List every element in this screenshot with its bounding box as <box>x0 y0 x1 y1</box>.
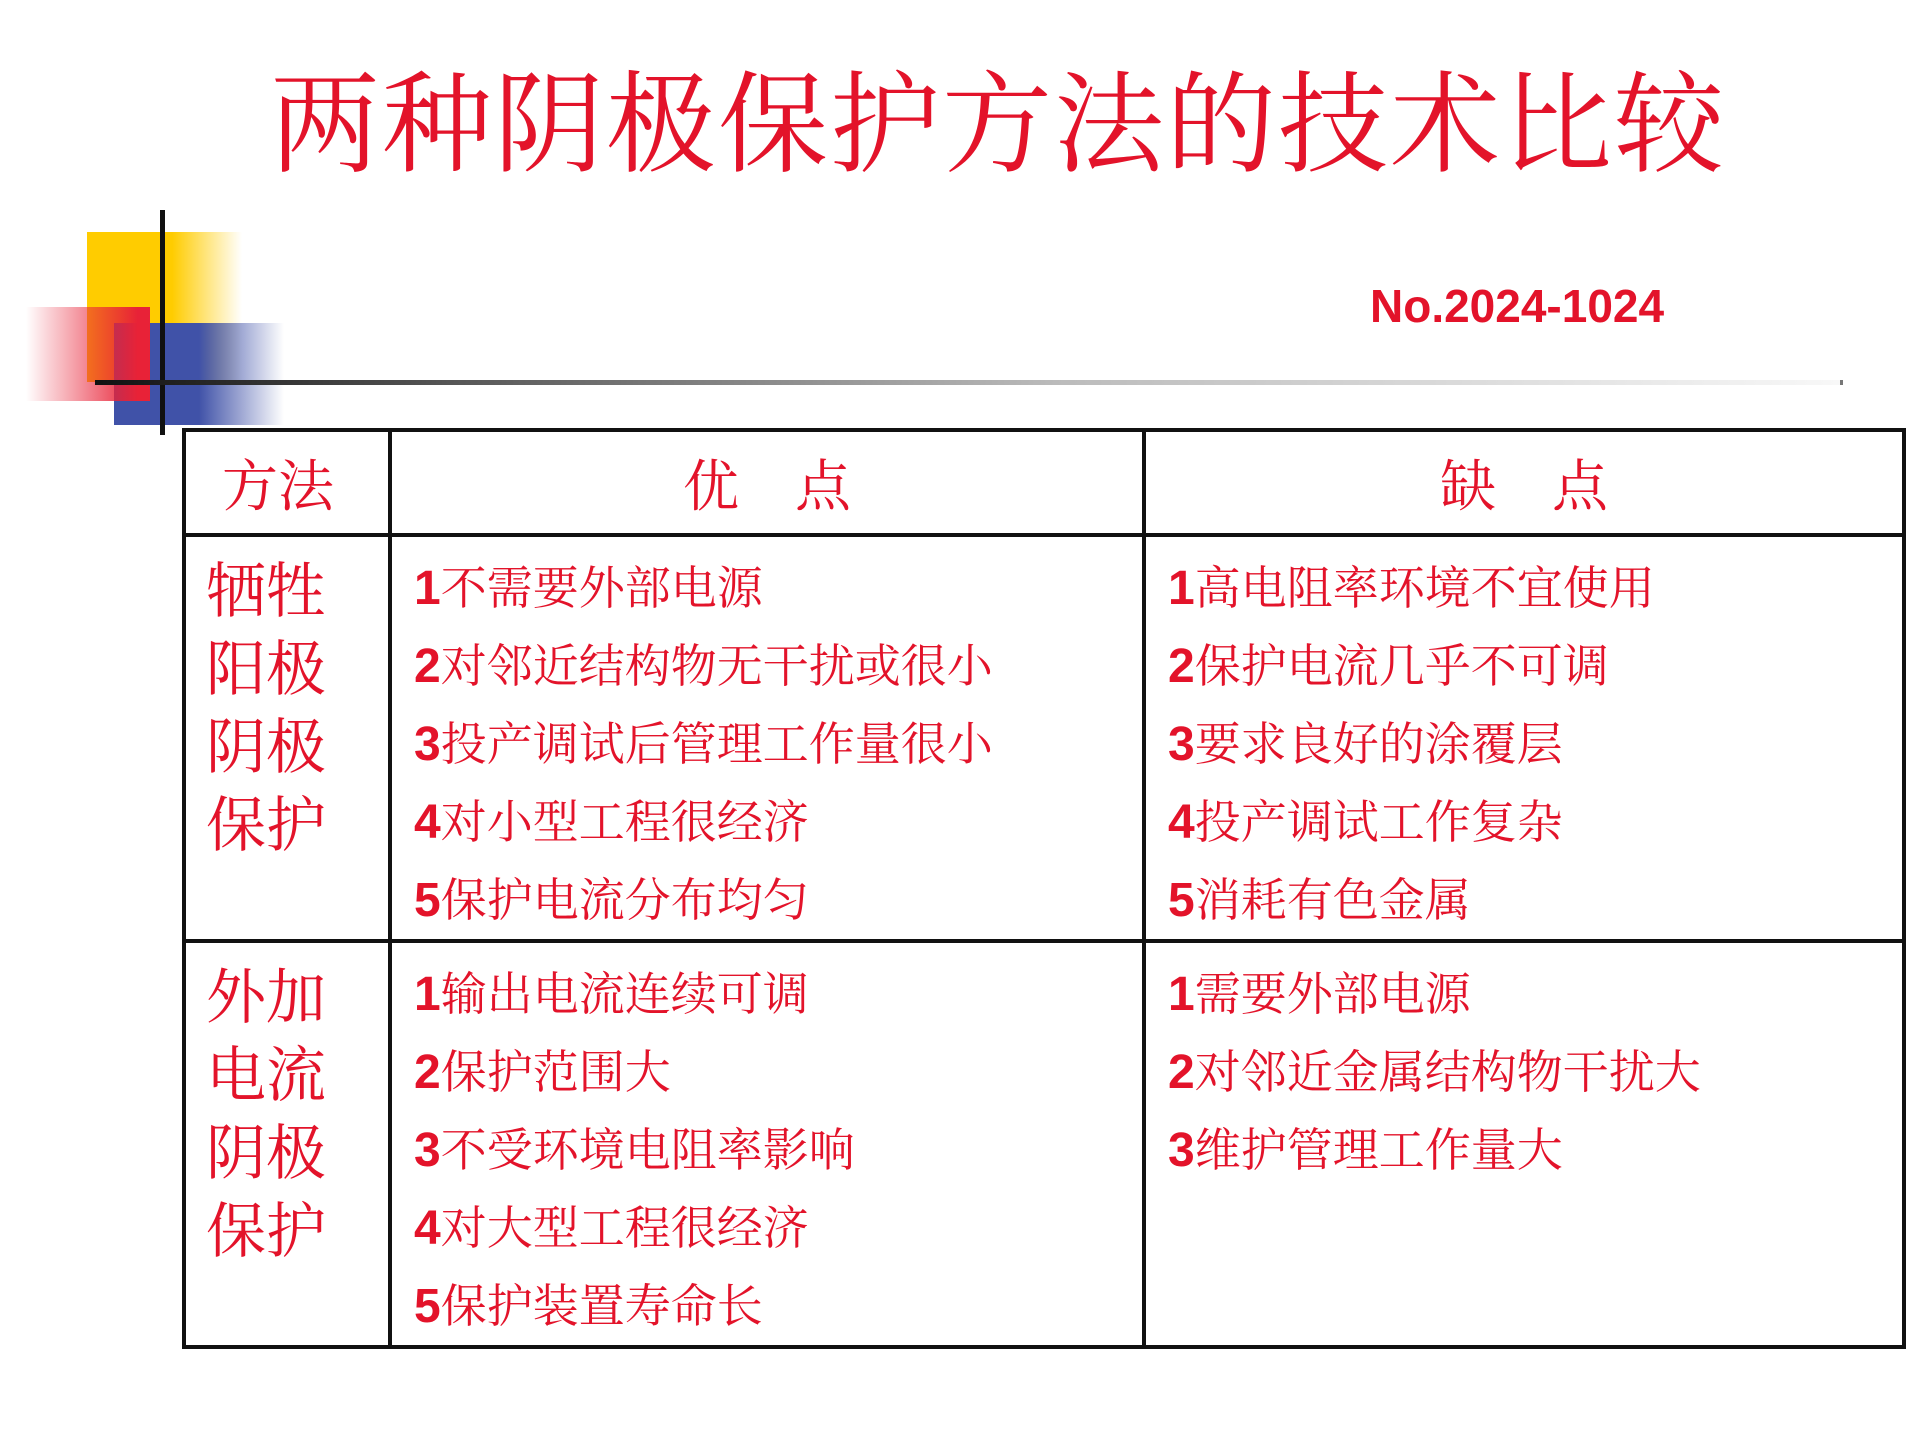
item-number: 2 <box>1168 1046 1195 1099</box>
decor-rule-end-mark <box>1840 380 1843 385</box>
disadvantage-item <box>1168 955 1902 1033</box>
table-row-sacrificial-anode <box>184 535 1904 941</box>
item-number: 3 <box>414 718 441 771</box>
method-name-line: 保护 <box>206 791 326 861</box>
advantage-item <box>414 783 1142 861</box>
advantages-cell <box>390 535 1144 941</box>
item-number: 1 <box>414 968 441 1021</box>
header-disadvantages: 缺 点 <box>1144 430 1904 535</box>
advantage-item <box>414 861 1142 939</box>
item-number: 4 <box>414 796 441 849</box>
disadvantages-cell <box>1144 535 1904 941</box>
method-name-line: 保护 <box>206 1197 326 1267</box>
disadvantage-item <box>1168 627 1902 705</box>
item-text: 消耗有色金属 <box>1194 873 1471 927</box>
comparison-table <box>182 428 1906 1349</box>
table-row-impressed-current <box>184 941 1904 1347</box>
advantages-cell <box>390 941 1144 1347</box>
decor-horizontal-rule <box>95 380 1840 385</box>
table-header-row <box>184 430 1904 535</box>
item-text: 投产调试工作复杂 <box>1194 795 1563 849</box>
item-number: 2 <box>1168 640 1195 693</box>
advantage-item <box>414 549 1142 627</box>
method-cell <box>184 535 390 941</box>
item-number: 4 <box>414 1202 441 1255</box>
disadvantage-item <box>1168 549 1902 627</box>
method-name-line: 阴极 <box>206 1119 326 1189</box>
item-number: 3 <box>1168 718 1195 771</box>
item-text: 对邻近结构物无干扰或很小 <box>440 639 993 693</box>
item-text: 对小型工程很经济 <box>440 795 809 849</box>
disadvantage-item <box>1168 1033 1902 1111</box>
advantage-item <box>414 1267 1142 1345</box>
method-name-line: 牺牲 <box>206 557 326 627</box>
disadvantage-item <box>1168 783 1902 861</box>
disadvantages-list <box>1168 549 1902 939</box>
disadvantage-item <box>1168 705 1902 783</box>
method-name-line: 外加 <box>206 963 326 1033</box>
header-advantages: 优 点 <box>390 430 1144 535</box>
item-number: 1 <box>414 562 441 615</box>
disadvantage-item <box>1168 1111 1902 1189</box>
item-text: 输出电流连续可调 <box>440 967 809 1021</box>
item-text: 维护管理工作量大 <box>1194 1123 1563 1177</box>
item-text: 不需要外部电源 <box>440 561 763 615</box>
item-number: 1 <box>1168 968 1195 1021</box>
item-text: 高电阻率环境不宜使用 <box>1194 561 1655 615</box>
item-number: 4 <box>1168 796 1195 849</box>
item-text: 对大型工程很经济 <box>440 1201 809 1255</box>
advantage-item <box>414 1189 1142 1267</box>
item-number: 2 <box>414 640 441 693</box>
item-text: 要求良好的涂覆层 <box>1194 717 1563 771</box>
item-text: 对邻近金属结构物干扰大 <box>1194 1045 1701 1099</box>
method-name-line: 阳极 <box>206 635 326 705</box>
advantage-item <box>414 627 1142 705</box>
method-name-line: 阴极 <box>206 713 326 783</box>
method-name-line: 电流 <box>206 1041 326 1111</box>
slide-title: 两种阴极保护方法的技术比较 <box>270 61 1726 189</box>
disadvantages-list <box>1168 955 1902 1189</box>
item-text: 保护电流分布均匀 <box>440 873 809 927</box>
advantages-list <box>414 955 1142 1345</box>
advantage-item <box>414 705 1142 783</box>
item-number: 5 <box>414 874 441 927</box>
method-cell <box>184 941 390 1347</box>
item-text: 需要外部电源 <box>1194 967 1471 1021</box>
item-text: 保护范围大 <box>440 1045 671 1099</box>
item-number: 2 <box>414 1046 441 1099</box>
item-text: 不受环境电阻率影响 <box>440 1123 855 1177</box>
item-number: 3 <box>414 1124 441 1177</box>
item-number: 5 <box>1168 874 1195 927</box>
item-text: 保护电流几乎不可调 <box>1194 639 1609 693</box>
advantage-item <box>414 1111 1142 1189</box>
decor-vertical-line <box>160 210 165 435</box>
advantage-item <box>414 1033 1142 1111</box>
decor-red-square <box>26 307 150 401</box>
advantage-item <box>414 955 1142 1033</box>
item-number: 3 <box>1168 1124 1195 1177</box>
document-number: No.2024-1024 <box>1370 280 1665 332</box>
item-text: 投产调试后管理工作量很小 <box>440 717 993 771</box>
item-number: 1 <box>1168 562 1195 615</box>
disadvantages-cell <box>1144 941 1904 1347</box>
header-method: 方法 <box>184 430 390 535</box>
disadvantage-item <box>1168 861 1902 939</box>
item-text: 保护装置寿命长 <box>440 1279 763 1333</box>
advantages-list <box>414 549 1142 939</box>
item-number: 5 <box>414 1280 441 1333</box>
